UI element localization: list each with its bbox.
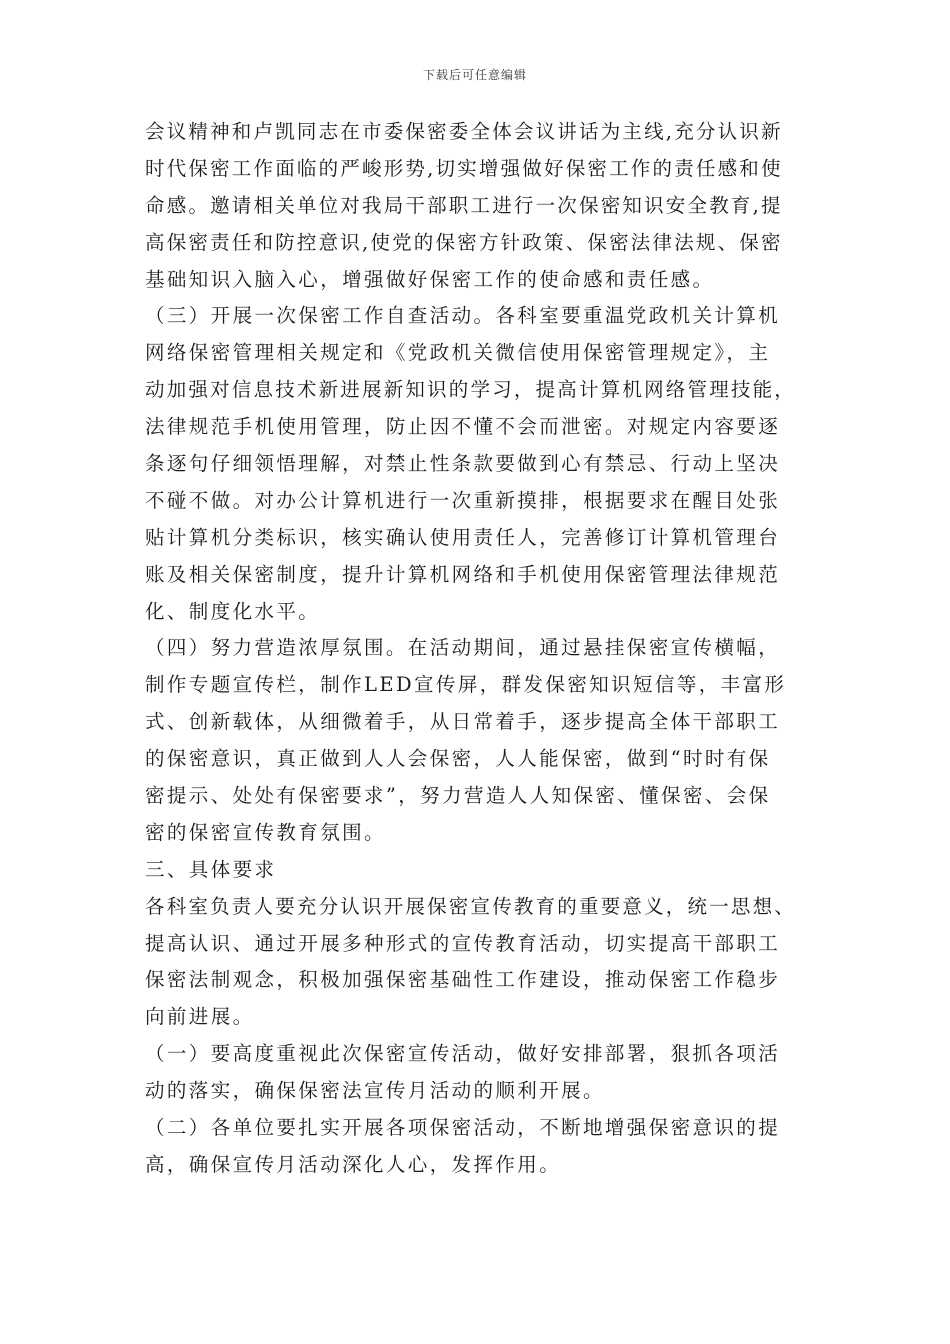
text-line: 时代保密工作面临的严峻形势,切实增强做好保密工作的责任感和使 (145, 156, 783, 180)
text-line: 的保密意识，真正做到人人会保密，人人能保密，做到“时时有保 (145, 747, 771, 771)
text-line: 密的保密宣传教育氛围。 (145, 820, 386, 844)
text-line: 高，确保宣传月活动深化人心，发挥作用。 (145, 1152, 562, 1176)
text-line: 密提示、处处有保密要求”，努力营造人人知保密、懂保密、会保 (145, 784, 771, 808)
text-line: 命感。邀请相关单位对我局干部职工进行一次保密知识安全教育,提 (145, 193, 783, 217)
text-line: 账及相关保密制度，提升计算机网络和手机使用保密管理法律规范 (145, 562, 781, 586)
text-line: 法律规范手机使用管理，防止因不懂不会而泄密。对规定内容要逐 (145, 415, 781, 439)
header-note: 下载后可任意编辑 (422, 68, 527, 82)
requirement-item-1: （一）要高度重视此次保密宣传活动，做好安排部署，狠抓各项活 (145, 1042, 781, 1066)
section-title-requirements: 三、具体要求 (145, 857, 277, 881)
text-line: 式、创新载体，从细微着手，从日常着手，逐步提高全体干部职工 (145, 710, 781, 734)
text-line: 会议精神和卢凯同志在市委保密委全体会议讲话为主线,充分认识新 (145, 120, 783, 143)
text-line: 化、制度化水平。 (145, 599, 321, 623)
text-line: 向前进展。 (145, 1005, 255, 1029)
text-line: 网络保密管理相关规定和《党政机关微信使用保密管理规定》，主 (145, 341, 771, 365)
section-heading-4: （四）努力营造浓厚氛围。在活动期间，通过悬挂保密宣传横幅， (145, 636, 781, 660)
document-body (145, 114, 815, 1184)
text-line: 高保密责任和防控意识,使党的保密方针政策、保密法律法规、保密 (145, 230, 783, 254)
text-line: 贴计算机分类标识，核实确认使用责任人，完善修订计算机管理台 (145, 525, 781, 549)
requirement-item-2: （二）各单位要扎实开展各项保密活动，不断地增强保密意识的提 (145, 1116, 781, 1140)
text-line: 保密法制观念，积极加强保密基础性工作建设，推动保密工作稳步 (145, 968, 781, 992)
text-line: 提高认识、通过开展多种形式的宣传教育活动，切实提高干部职工 (145, 931, 781, 955)
text-line: 动加强对信息技术新进展新知识的学习，提高计算机网络管理技能， (145, 378, 797, 402)
text-line: 制作专题宣传栏，制作LED宣传屏，群发保密知识短信等，丰富形 (145, 673, 787, 697)
text-line: 不碰不做。对办公计算机进行一次重新摸排，根据要求在醒目处张 (145, 488, 781, 512)
text-line: 条逐句仔细领悟理解，对禁止性条款要做到心有禁忌、行动上坚决 (145, 452, 781, 476)
text-line: 动的落实，确保保密法宣传月活动的顺利开展。 (145, 1079, 605, 1103)
text-line: 基础知识入脑入心，增强做好保密工作的使命感和责任感。 (145, 267, 715, 291)
section-heading-3: （三）开展一次保密工作自查活动。各科室要重温党政机关计算机 (145, 304, 781, 328)
text-line: 各科室负责人要充分认识开展保密宣传教育的重要意义，统一思想、 (145, 894, 797, 918)
